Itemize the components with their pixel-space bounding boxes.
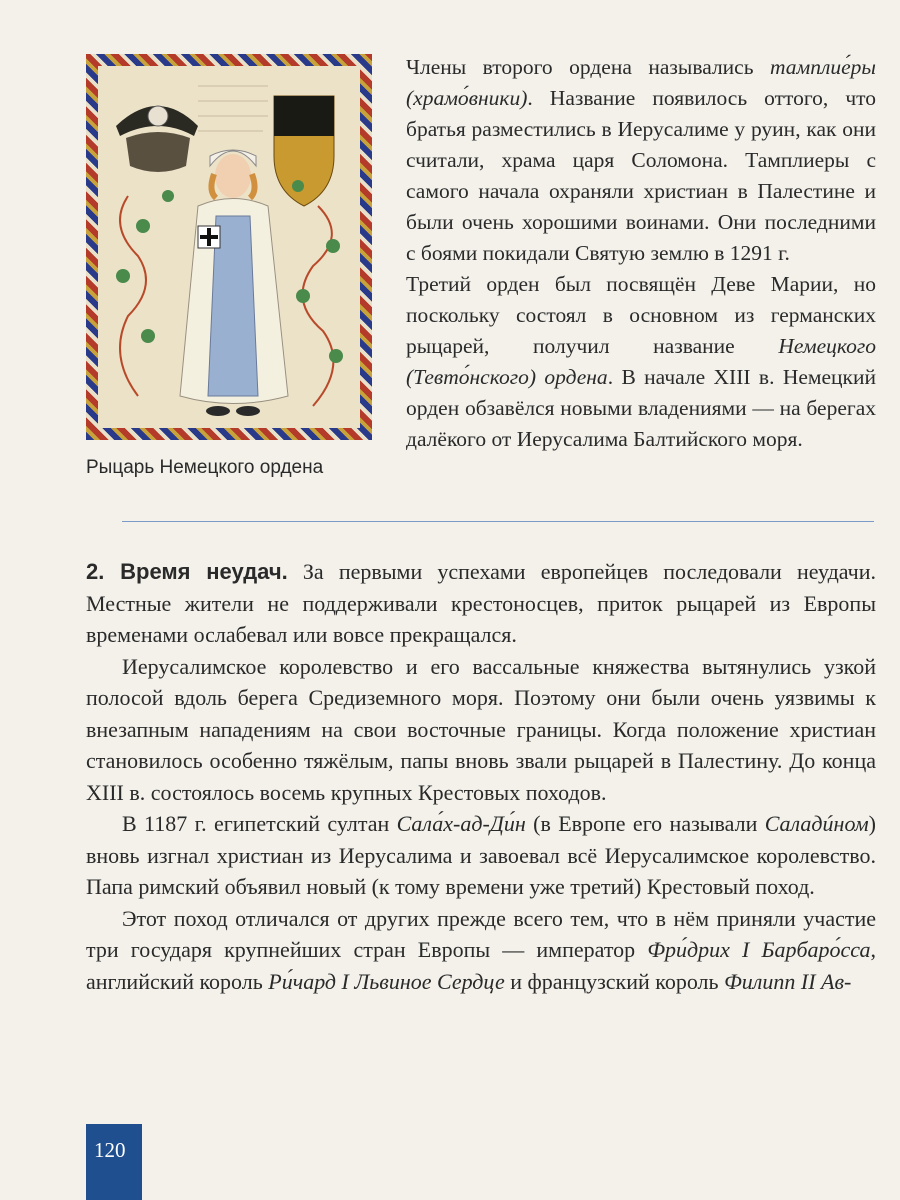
italic-term: Ри́чард I Львиное Сердце [268,968,505,994]
body-paragraph: В 1187 г. египетский султан Сала́х-ад-Ди́н (в Европе его называли Саладúном) вновь изгнал христиан из Иерусалима и завоевал всё Иерусалимское королевство. Папа римский объявил новый (к тому времени уже третий) Крестовый поход. [86,811,876,899]
section-intro-paragraph [86,556,876,651]
italic-term: Саладúном [764,811,869,836]
knight-miniature-drawing [98,66,360,428]
column-paragraph: Члены второго ордена назывались тамплие́ры (храмо́вники). Название появилось оттого, что братья разместились в Иерусалиме у руин, как они считали, храма царя Соломона. Тамплиеры с самого начала охраняли христиан в Палестине и были очень хорошими воинами. Они последними с боями покидали Святую землю в 1291 г. [406,55,876,265]
main-text-block [86,556,876,997]
column-paragraph: Третий орден был посвящён Деве Марии, но поскольку состоял в основном из германских рыцарей, получил название Немецкого (Тевто́нского) ордена. В начале XIII в. Немецкий орден обзавёлся новыми владениями — на берегах далёкого от Иерусалима Балтийского моря. [406,272,876,451]
illustration-frame [86,54,372,440]
page-number: 120 [94,1138,126,1162]
italic-term: Сала́х-ад-Ди́н [396,811,526,836]
italic-term: Филипп II Ав- [724,968,852,994]
italic-term: тамплие́ры (храмо́вники) [406,55,876,110]
body-paragraphs [86,651,876,998]
section-heading: 2. Время неудач. [86,559,288,584]
figure-caption: Рыцарь Немецкого ордена [86,457,324,478]
body-paragraph: Этот поход отличался от других прежде всего тем, что в нём приняли участие три государя крупнейших стран Европы — император Фри́дрих I Барбаро́сса, английский король Ри́чард I Львиное Сердце и французский король Филипп II Ав- [86,905,876,994]
knight-miniature-image [98,66,360,428]
italic-term: Немецкого (Тевто́нского) ордена [406,334,876,389]
section-intro-text: За первыми успехами европейцев последовали неудачи. Местные жители не поддерживали крестоносцев, приток рыцарей из Европы временами ослабевал или вовсе прекращался. [86,559,876,647]
section-divider [122,521,874,522]
italic-term: Фри́дрих I Барбаро́сса [647,937,871,962]
body-paragraph: Иерусалимское королевство и его вассальные княжества вытянулись узкой полосой вдоль берега Средиземного моря. Поэтому они были очень уязвимы к внезапным нападениям на свои восточные границы. Когда положение христиан становилось особенно тяжёлым, папы вновь звали рыцарей в Палестину. До конца XIII в. состоялось восемь крупных Крестовых походов. [86,653,876,805]
right-text-column [406,52,876,455]
